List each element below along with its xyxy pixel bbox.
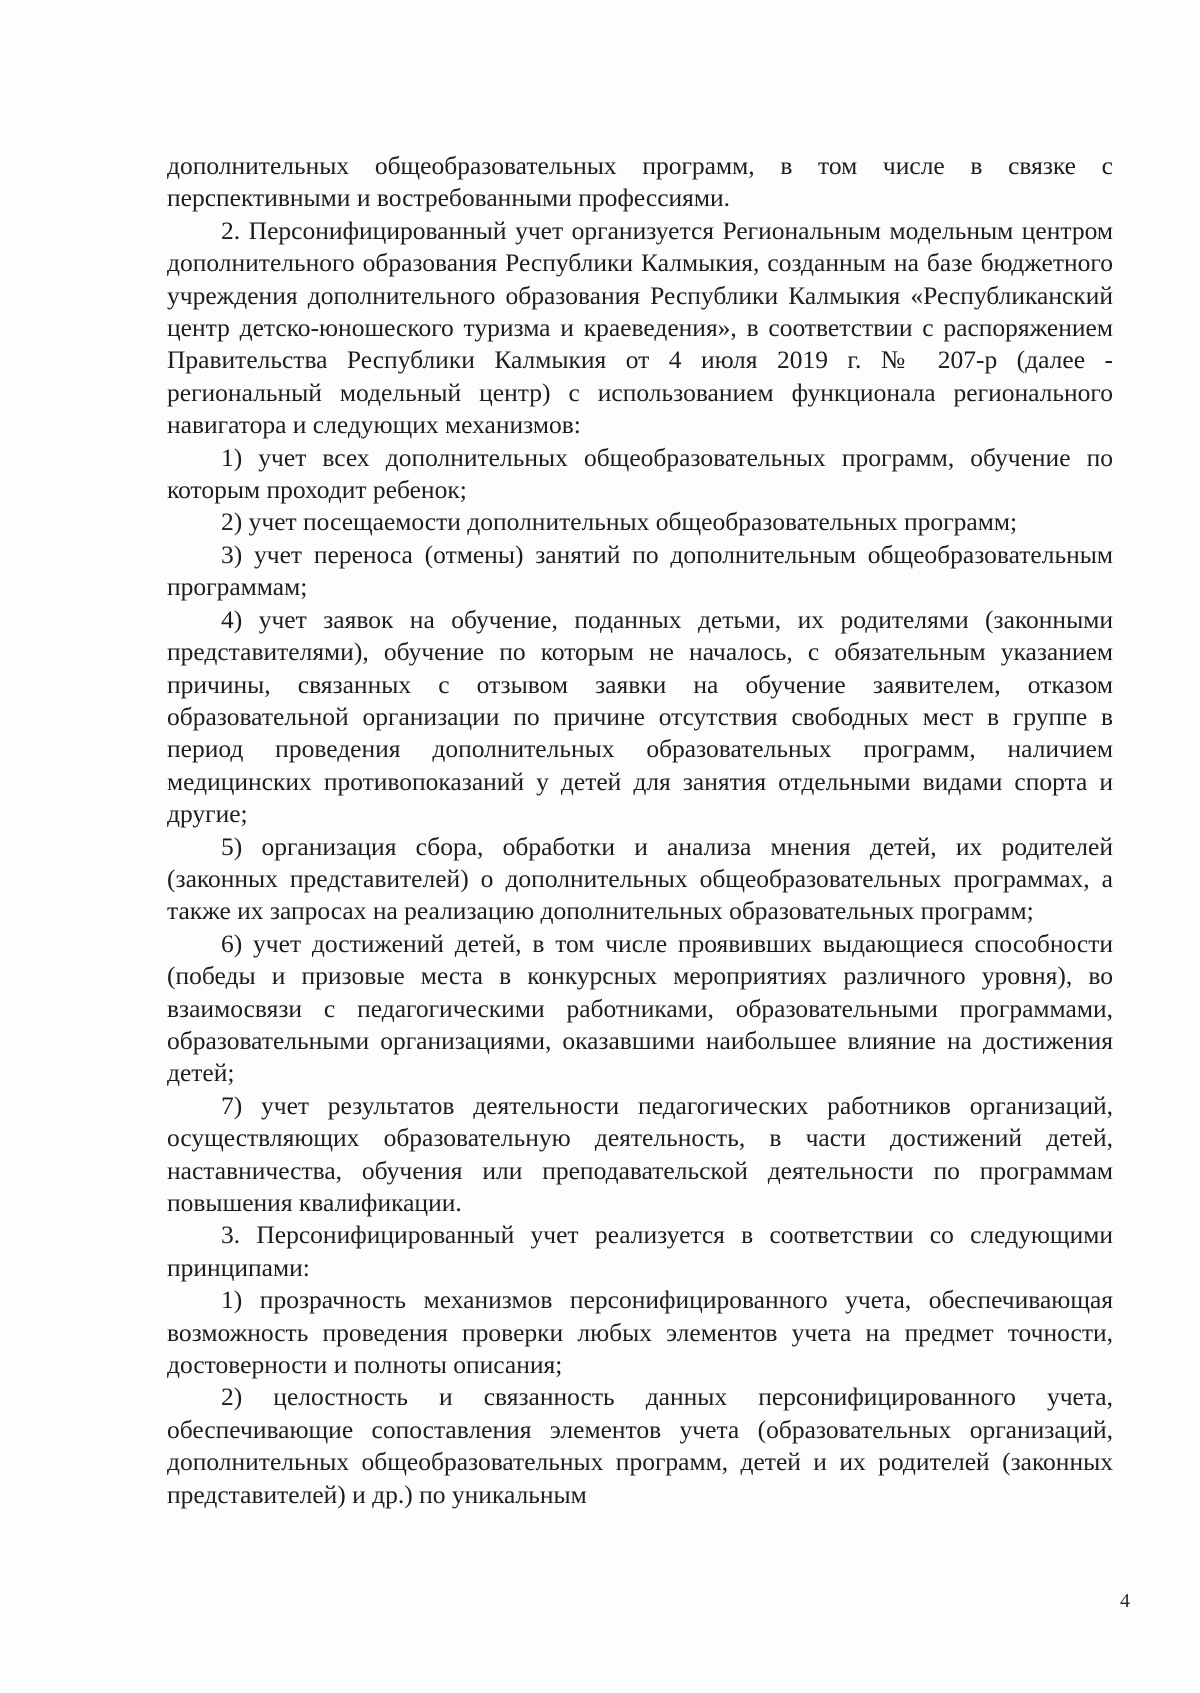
paragraph-subitem-1: 1) учет всех дополнительных общеобразовательных программ, обучение по которым проходит ребенок; [167, 442, 1113, 505]
paragraph-continuation: дополнительных общеобразовательных программ, в том числе в связке с перспективными и востребованными профессиями. [167, 151, 1113, 213]
paragraph-subitem-3: 3) учет переноса (отмены) занятий по дополнительным общеобразовательным программам; [167, 539, 1113, 602]
paragraph-subitem-2: 2) учет посещаемости дополнительных общеобразовательных программ; [221, 507, 1018, 537]
paragraph-item-2: 2. Персонифицированный учет организуется Региональным модельным центром дополнительного образования Республики Калмыкия, созданным на базе бюджетного учреждения дополнительного образования Республики Калмыкия «Республиканский центр детско-юношеского туризма и краеведения», в соответствии с распоряжением Правительства Республики Калмыкия от 4 июля 2019 г. № 207-р (далее - региональный модельный центр) с использованием функционала регионального навигатора и следующих механизмов: [167, 215, 1113, 440]
paragraph-principle-2: 2) целостность и связанность данных персонифицированного учета, обеспечивающие сопоставления элементов учета (образовательных организаций, дополнительных общеобразовательных программ, детей и их родителей (законных представителей) и др.) по уникальным [167, 1382, 1113, 1509]
paragraph-subitem-7: 7) учет результатов деятельности педагогических работников организаций, осуществляющих образовательную деятельность, в части достижений детей, наставничества, обучения или преподавательской деятельности по программам повышения квалификации. [167, 1090, 1113, 1217]
paragraph-subitem-5: 5) организация сбора, обработки и анализа мнения детей, их родителей (законных представителей) о дополнительных общеобразовательных программах, а также их запросах на реализацию дополнительных образовательных программ; [167, 831, 1113, 926]
document-body [167, 150, 1113, 1511]
paragraph-item-3: 3. Персонифицированный учет реализуется в соответствии со следующими принципами: [167, 1220, 1113, 1282]
paragraph-subitem-6: 6) учет достижений детей, в том числе проявивших выдающиеся способности (победы и призовые места в конкурсных мероприятиях различного уровня), во взаимосвязи с педагогическими работниками, образовательными программами, образовательными организациями, оказавшими наибольшее влияние на достижения детей; [167, 928, 1113, 1088]
page-number: 4 [1120, 1590, 1130, 1612]
paragraph-principle-1: 1) прозрачность механизмов персонифицированного учета, обеспечивающая возможность проведения проверки любых элементов учета на предмет точности, достоверности и полноты описания; [167, 1285, 1113, 1380]
paragraph-subitem-4: 4) учет заявок на обучение, поданных детьми, их родителями (законными представителями), обучение по которым не началось, с обязательным указанием причины, связанных с отзывом заявки на обучение заявителем, отказом образовательной организации по причине отсутствия свободных мест в группе в период проведения дополнительных образовательных программ, наличием медицинских противопоказаний у детей для занятия отдельными видами спорта и другие; [167, 604, 1113, 829]
